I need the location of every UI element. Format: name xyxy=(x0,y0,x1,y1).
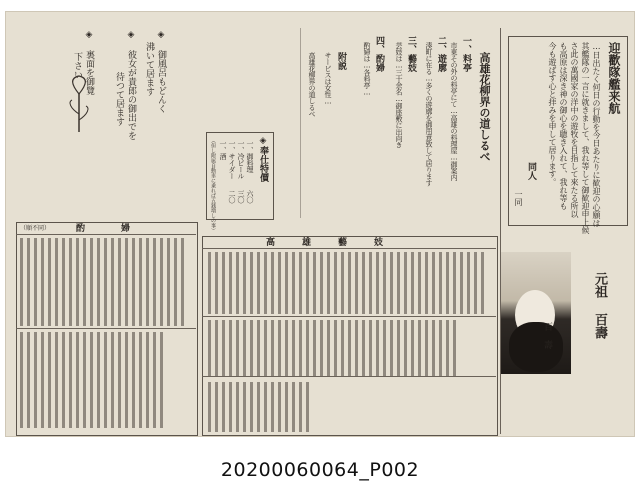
article-head-4: 四、酌婦 xyxy=(374,36,384,72)
price-value-1: 六〇 xyxy=(246,190,254,203)
archive-caption: 20200060064_P002 xyxy=(220,459,420,481)
geisha-table-header: 高 雄 藝 妓 xyxy=(266,238,384,248)
price-item-3: 一、サイダー xyxy=(228,140,236,179)
bottom-subtitle: 百 壽 xyxy=(542,322,552,349)
article-title: 高雄花柳界の道しるべ xyxy=(478,52,491,162)
note-reverse: ◈ 裏面を御覽 xyxy=(84,30,94,95)
price-item-4: 一、酒 xyxy=(219,140,227,160)
welcome-line-4: も高原は深き神の御心を聴き入れて、我れ等も xyxy=(559,42,568,210)
price-item-1: 一、御料理 xyxy=(246,140,254,173)
portrait-photo xyxy=(501,252,571,374)
note-bath: ◈ 御風呂もどんく xyxy=(156,30,166,113)
bottom-title: 元祖 百壽 xyxy=(592,272,607,339)
note-waiting: ◈ 彼女が貴郎の御出でを xyxy=(126,30,136,140)
price-value-3: 二〇 xyxy=(228,190,236,203)
note-reverse-2: 下さい xyxy=(72,52,82,79)
hostess-table-sub: （順不同） xyxy=(20,225,51,232)
price-value-2: 三〇 xyxy=(237,190,245,203)
article-head-2: 二、遊廓 xyxy=(436,36,446,72)
article-text-5: サービスは女性… xyxy=(324,52,332,105)
hostess-table-header: 酌 婦 xyxy=(76,224,131,234)
article-text-4: 酌婦は…各料亭… xyxy=(363,42,371,96)
price-title: ◈奉仕特價 xyxy=(258,136,268,182)
article-head-3: 三、藝妓 xyxy=(406,36,416,72)
article-head-1: 一、料亭 xyxy=(461,36,471,72)
price-item-2: 一、冷ビール xyxy=(237,140,245,179)
welcome-line-3: さ此の萬國家の洋中の遊牧を目指して來たる所以 xyxy=(570,42,579,218)
article-head-5: 附説 xyxy=(336,52,346,70)
article-text-3: 芸妓は…三十余名…御座敷に出向き xyxy=(395,42,403,148)
welcome-line-5: 今も遊ばす心と拝みを申して居ります。 xyxy=(548,42,557,186)
name-columns xyxy=(16,234,496,434)
article-text-1: 市東その外の料亭にて…高雄の料理屋…御案内 xyxy=(450,42,458,181)
welcome-title: 迎歡隊艦来航 xyxy=(607,42,621,114)
note-bath-2: 沸いて居ます xyxy=(144,42,154,96)
welcome-line-2: 其艦隊の一言に就きまして、我れ等して御歓迎申上候 xyxy=(581,42,590,234)
document-sheet xyxy=(6,12,634,436)
note-waiting-2: 待つて居ます xyxy=(114,72,124,126)
price-note: （但し附属自動車に乗れば五銭増しの事） xyxy=(210,138,216,233)
article-note: 高雄花柳界の道しるべ xyxy=(308,52,316,117)
welcome-line-1: …日出たく何日の行動を今日あたりに歓迎の心願は xyxy=(592,42,601,227)
flower-illustration xyxy=(66,74,92,134)
welcome-signatory: 同人 xyxy=(526,162,536,180)
welcome-seal: 一同 xyxy=(514,190,523,206)
article-text-2: 湊町に在る…多くの遊廓を御用意致して居ります xyxy=(425,42,433,186)
